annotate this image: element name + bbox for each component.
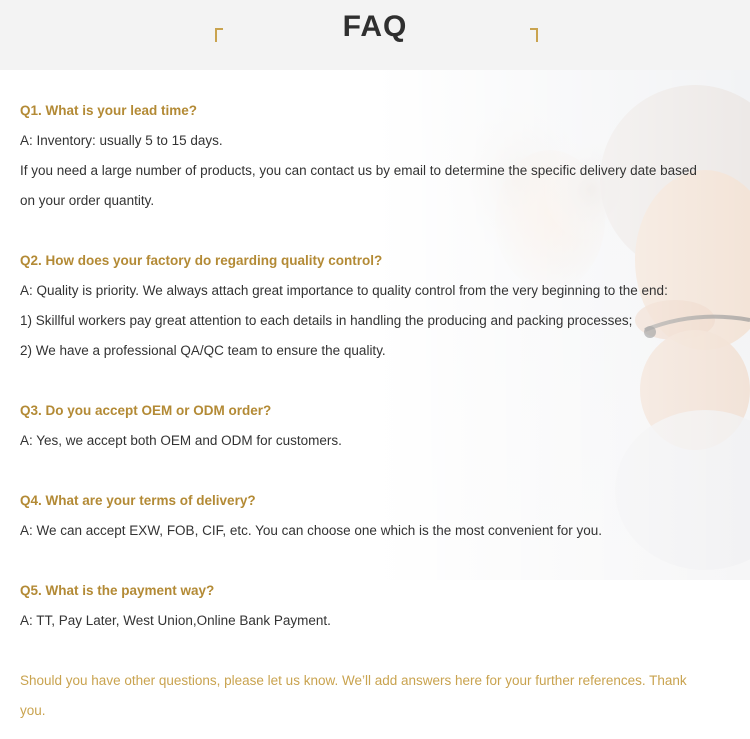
right-bracket-decoration xyxy=(530,28,538,42)
faq-content xyxy=(20,96,735,726)
faq-header xyxy=(0,0,750,70)
answer-text: 1) Skillful workers pay great attention to each details in handling the producing and packing processes; xyxy=(20,313,633,328)
faq-item-q4 xyxy=(20,486,735,546)
page-title: FAQ xyxy=(342,10,408,43)
answer-text: 2) We have a professional QA/QC team to ensure the quality. xyxy=(20,343,386,358)
question-text: Q5. What is the payment way? xyxy=(20,583,215,598)
answer-text: A: We can accept EXW, FOB, CIF, etc. You can choose one which is the most convenient for you. xyxy=(20,523,603,538)
question-text: Q3. Do you accept OEM or ODM order? xyxy=(20,403,272,418)
faq-item-q1 xyxy=(20,96,735,216)
answer-text: A: TT, Pay Later, West Union,Online Bank Payment. xyxy=(20,613,331,628)
question-text: Q2. How does your factory do regarding quality control? xyxy=(20,253,383,268)
closing-note xyxy=(20,666,735,726)
answer-text: A: Yes, we accept both OEM and ODM for customers. xyxy=(20,433,342,448)
answer-text: If you need a large number of products, you can contact us by email to determine the specific delivery date based xyxy=(20,163,697,178)
answer-text: on your order quantity. xyxy=(20,193,155,208)
faq-item-q5 xyxy=(20,576,735,636)
question-text: Q4. What are your terms of delivery? xyxy=(20,493,256,508)
faq-item-q3 xyxy=(20,396,735,456)
question-text: Q1. What is your lead time? xyxy=(20,103,198,118)
answer-text: A: Quality is priority. We always attach great importance to quality control from the very beginning to the end: xyxy=(20,283,668,298)
faq-item-q2 xyxy=(20,246,735,366)
closing-note-line: you. xyxy=(20,703,46,718)
answer-text: A: Inventory: usually 5 to 15 days. xyxy=(20,133,223,148)
closing-note-line: Should you have other questions, please let us know. We’ll add answers here for your further references. Thank xyxy=(20,673,687,688)
